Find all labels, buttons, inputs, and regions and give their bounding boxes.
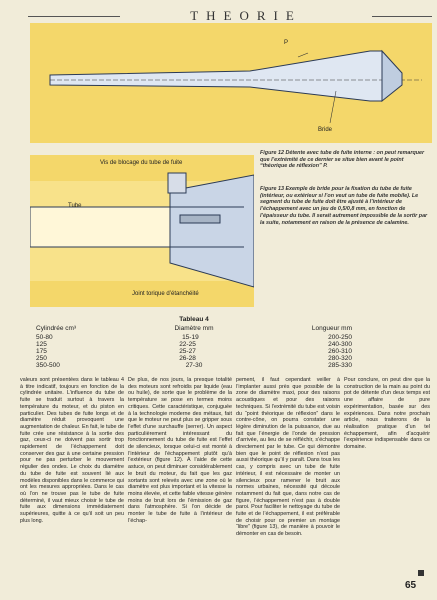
table-header-longueur: Longueur mm <box>311 325 352 332</box>
page-number: 65 <box>405 580 417 591</box>
table-row <box>36 355 352 362</box>
table-4 <box>36 316 352 369</box>
table-cell: 50-80 <box>36 334 53 341</box>
text-column-1: valeurs sont présentées dans le tableau 4 à titre indicatif, toujours en fonction de la cylindrée unitaire. L’influence du tube de fuite se traduit surtout à travers la température du moteur, et du piston en particulier. Des tubes de fuite longs et de diamètre réduit provoquent une augmentation de chaleur. En fait, le tube de fuite crée une résistance à la sortie des gaz, ceux-ci ne doivent pas sortir trop rapidement de l’échappement doit conserver des gaz à une certaine pression pour ne pas perturber le mouvement régulier des ondes. Le choix du diamètre du tube de fuite est souvent lié aux modèles disponibles dans le commerce qui ont les mesures appropriées. Dans le cas où l’on ne trouve pas le tube de fuite déterminé, il vaut mieux choisir le tube de fuite aux dimensions immédiatement supérieures, quitte à ce qu’il soit un peu plus long. <box>20 377 124 524</box>
text-column-3: pement, il faut cependant veiller à l’implanter aussi près que possible de la zone de diamètre maxi, pour des raisons acoustiques et pour des raisons techniques. Si l’extrémité du tube est voisin du “point théorique de réflexion” dans le contre-cône, on pourra constater une légère diminution de la puissance, due au fait que l’énergie de l’onde de pression d’arrivée, au lieu de se réfléchir, s’échappe directement par le tube. Ce qui démontre bien que le point de réflexion n’est pas aussi théorique qu’il y paraît. Dans tous les cas, y compris avec un tube de fuite intérieur, il est nécessaire de monter un silencieux pour ramener le bruit aux normes urbaines, nécessité qui découle notamment du fait que, dans notre cas de figure, l’échappement n’est pas à double paroi. Pour faciliter le nettoyage du tube de fuite et de l’échappement, il est préférable de choisir pour ce premier un montage “libre” (figure 13), de manière à pouvoir le démonter en cas de besoin. <box>236 377 340 538</box>
label-bride: Bride <box>318 127 333 133</box>
label-vis: Vis de blocage du tube de fuite <box>100 160 183 166</box>
table-header-cylindree: Cylindrée cm³ <box>36 325 77 332</box>
table-cell: 240-300 <box>328 341 352 348</box>
text-column-2: De plus, de nos jours, la presque totalité des moteurs sont refroidis par liquide (eau ou huile), de sorte que le problème de la température se pose en termes moins critiques. Cette caractéristique, conjuguée à la technologie moderne des métaux, fait que le moteur ne peut plus se gripper sous l’effet d’une surchauffe (serrer). Un aspect particulièrement intéressant du fonctionnement du tube de fuite est l’effet de silencieux, lorsque celui-ci est monté à l’intérieur de l’échappement plutôt qu’à l’extérieur (figure 12). À l’aide de cette astuce, on peut diminuer considérablement le bruit du moteur, du fait que les gaz sortants sont relevés avec une zone où le diamètre est plus important et la vitesse la moins élevée, et cette faible vitesse génère moins de bruit lors de l’émission de gaz dans l’atmosphère. Si l’on décide de monter le tube de fuite à l’intérieur de l’échap- <box>128 377 232 524</box>
table-body <box>36 334 352 369</box>
table-title: Tableau 4 <box>179 316 209 323</box>
table-cell: 26-28 <box>179 355 196 362</box>
label-joint: Joint torique d’étanchéité <box>132 291 199 297</box>
table-row <box>36 348 352 355</box>
table-cell: 15-19 <box>182 334 199 341</box>
header-rule-left <box>28 16 120 17</box>
caption-figure-13: Figure 13 Exemple de bride pour la fixation du tube de fuite (intérieur, ou extérieur si l’on veut un tube de fuite mobile). Le segment du tube de fuite doit être ajusté à l’intérieur de l’échappement avec un jeu de 0,5/0,8 mm, en fonction de l’épaisseur du tube. Il serait autrement impossible de la sortir par la suite, notamment en raison de la présence de calamine. <box>260 186 428 226</box>
figure-12 <box>30 23 432 143</box>
table-cell: 25-27 <box>179 348 196 355</box>
table-cell: 200-250 <box>328 334 352 341</box>
table-row <box>36 362 352 369</box>
section-marker <box>418 570 424 576</box>
caption-figure-12: Figure 12 Détente avec tube de fuite interne : on peut remarquer que l’extrémité de ce dernier se situe bien avant le point “théorique de réflexion” P. <box>260 150 425 170</box>
header-rule-right <box>372 16 432 17</box>
figure-13 <box>30 155 254 307</box>
table-cell: 22-25 <box>179 341 196 348</box>
label-p: P <box>284 40 289 46</box>
table-cell: 250 <box>36 355 47 362</box>
table-cell: 175 <box>36 348 47 355</box>
exhaust-tube-section-drawing <box>30 155 254 307</box>
section-header: THEORIE <box>190 8 302 23</box>
label-tube: Tube <box>68 203 82 209</box>
table-row <box>36 334 352 341</box>
table-row <box>36 341 352 348</box>
text-column-4: Pour conclure, on peut dire que la construction de la main au point du pot de détente d’un deux temps est une affaire de pure expérimentation, basée sur des expériences. Dans notre prochain article, nous traiterons de la réalisation pratique d’un tel échappement, afin d’acquérir l’expérience indispensable dans ce domaine. <box>344 377 430 451</box>
table-cell: 125 <box>36 341 47 348</box>
table-cell: 260-310 <box>328 348 352 355</box>
exhaust-pipe-drawing <box>30 23 432 143</box>
table-cell: 280-320 <box>328 355 352 362</box>
table-cell: 285-330 <box>328 362 352 369</box>
table-header-diametre: Diamètre mm <box>174 325 214 332</box>
table-cell: 350-500 <box>36 362 60 369</box>
table-cell: 27-30 <box>185 362 203 369</box>
